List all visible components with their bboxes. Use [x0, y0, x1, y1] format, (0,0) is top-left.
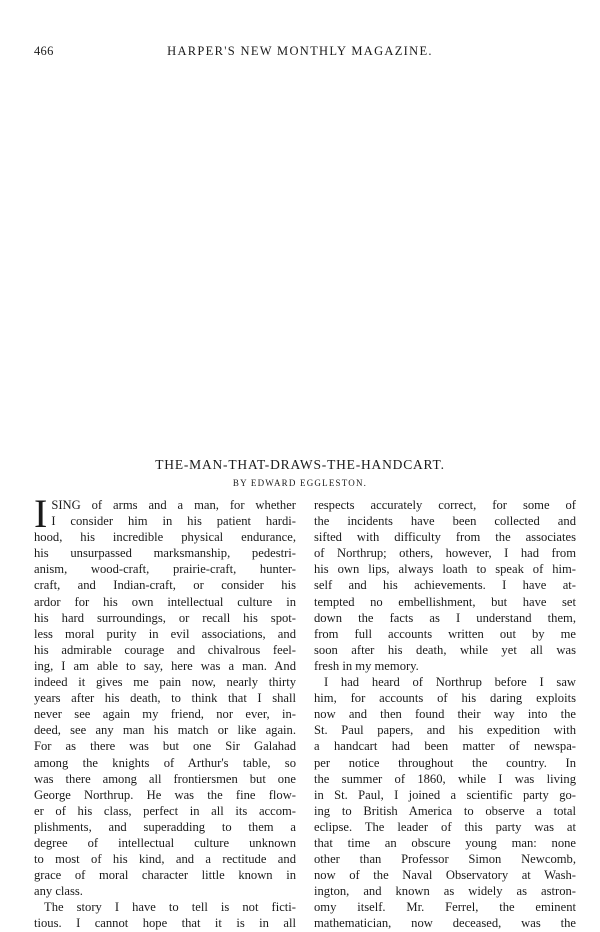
text-line: plishments, and superadding to them a [34, 819, 296, 834]
page-number: 466 [34, 44, 54, 58]
text-line: per notice throughout the country. In [314, 755, 576, 770]
text-line: from full accounts written out by me [314, 626, 576, 641]
text-line: For as there was but one Sir Galahad [34, 739, 296, 754]
text-line: ing to British America to observe a total [314, 803, 576, 818]
text-line: that time an obscure young man: none [314, 835, 576, 850]
text-line: ington, and known as widely as astron- [314, 884, 576, 899]
text-line: anism, wood-craft, prairie-craft, hunter- [34, 562, 296, 577]
text-line: years after his death, to think that I shall [34, 691, 296, 706]
text-line: was there among all frontiersmen but one [34, 771, 296, 786]
page-header [0, 44, 600, 64]
byline: BY EDWARD EGGLESTON. [232, 478, 368, 488]
text-line: down the facts as I understand them, [314, 610, 576, 625]
text-line: omy itself. Mr. Ferrel, the eminent [314, 900, 576, 915]
text-line: I had heard of Northrup before I saw [324, 675, 576, 690]
text-line: hood, his incredible physical endurance, [34, 530, 296, 545]
left-column [34, 491, 296, 932]
text-line: his admirable courage and chivalrous feel- [34, 642, 296, 657]
text-line: never see again my friend, nor ever, in- [34, 707, 296, 722]
article-title: THE-MAN-THAT-DRAWS-THE-HANDCART. [155, 457, 445, 472]
text-line: I consider him in his patient hardi- [51, 514, 296, 529]
text-line: respects accurately correct, for some of [314, 498, 576, 512]
text-line: less moral purity in evil associations, and [34, 626, 296, 641]
text-line: among the knights of Arthur's table, so [34, 755, 296, 770]
illustration-area [30, 80, 570, 440]
text-line: the incidents have been collected and [314, 514, 576, 529]
text-line: deed, see any man his match or like again. [34, 723, 296, 738]
text-line: him, for accounts of his daring exploits [314, 691, 576, 706]
text-line: self and his achievements. I have at- [314, 578, 576, 593]
text-line: eclipse. The leader of this party was at [314, 819, 576, 834]
text-line: indeed it gives me pain now, nearly thirty [34, 675, 296, 690]
text-line: sifted with difficulty from the associates [314, 530, 576, 545]
text-line: in St. Paul, I joined a scientific party go- [314, 787, 576, 802]
text-line: mathematician, now deceased, was the [314, 916, 576, 931]
text-line: grace of moral character little known in [34, 868, 296, 883]
text-line: soon after his death, while yet all was [314, 642, 576, 657]
text-line: his own lips, always loath to speak of him- [314, 562, 576, 577]
drop-cap: I [34, 491, 48, 536]
text-line: St. Paul papers, and his expedition with [314, 723, 576, 738]
text-line: now of the Naval Observatory at Wash- [314, 868, 576, 883]
text-line: now and then found their way into the [314, 707, 576, 722]
text-line: his hard surroundings, or recall his spot- [34, 610, 296, 625]
text-line: ardor for his own intellectual culture in [34, 594, 296, 609]
text-line: fresh in my memory. [314, 658, 419, 673]
text-line: the summer of 1860, while I was living [314, 771, 576, 786]
text-line: tempted no embellishment, but have set [314, 594, 576, 609]
text-line: The story I have to tell is not ficti- [44, 900, 296, 915]
running-head: HARPER'S NEW MONTHLY MAGAZINE. [167, 44, 433, 58]
text-line: other than Professor Simon Newcomb, [314, 852, 576, 867]
text-line: a handcart had been matter of newspa- [314, 739, 576, 754]
text-line: George Northrup. He was the fine flow- [34, 787, 296, 802]
right-column [314, 497, 576, 932]
text-line: degree of intellectual culture unknown [34, 835, 296, 850]
text-line: of Northrup; others, however, I had from [314, 546, 576, 561]
text-line: to most of his kind, and a rectitude and [34, 852, 296, 867]
text-line: tious. I cannot hope that it is in all [34, 916, 296, 931]
text-line: any class. [34, 884, 83, 899]
text-line: craft, and Indian-craft, or consider his [34, 578, 296, 593]
text-line: ing, I am able to say, here was a man. And [34, 658, 296, 673]
text-line: er of his class, perfect in all its accom- [34, 803, 296, 818]
text-line: SING of arms and a man, for whether [51, 498, 296, 512]
text-line: his unsurpassed marksmanship, pedestri- [34, 546, 296, 561]
